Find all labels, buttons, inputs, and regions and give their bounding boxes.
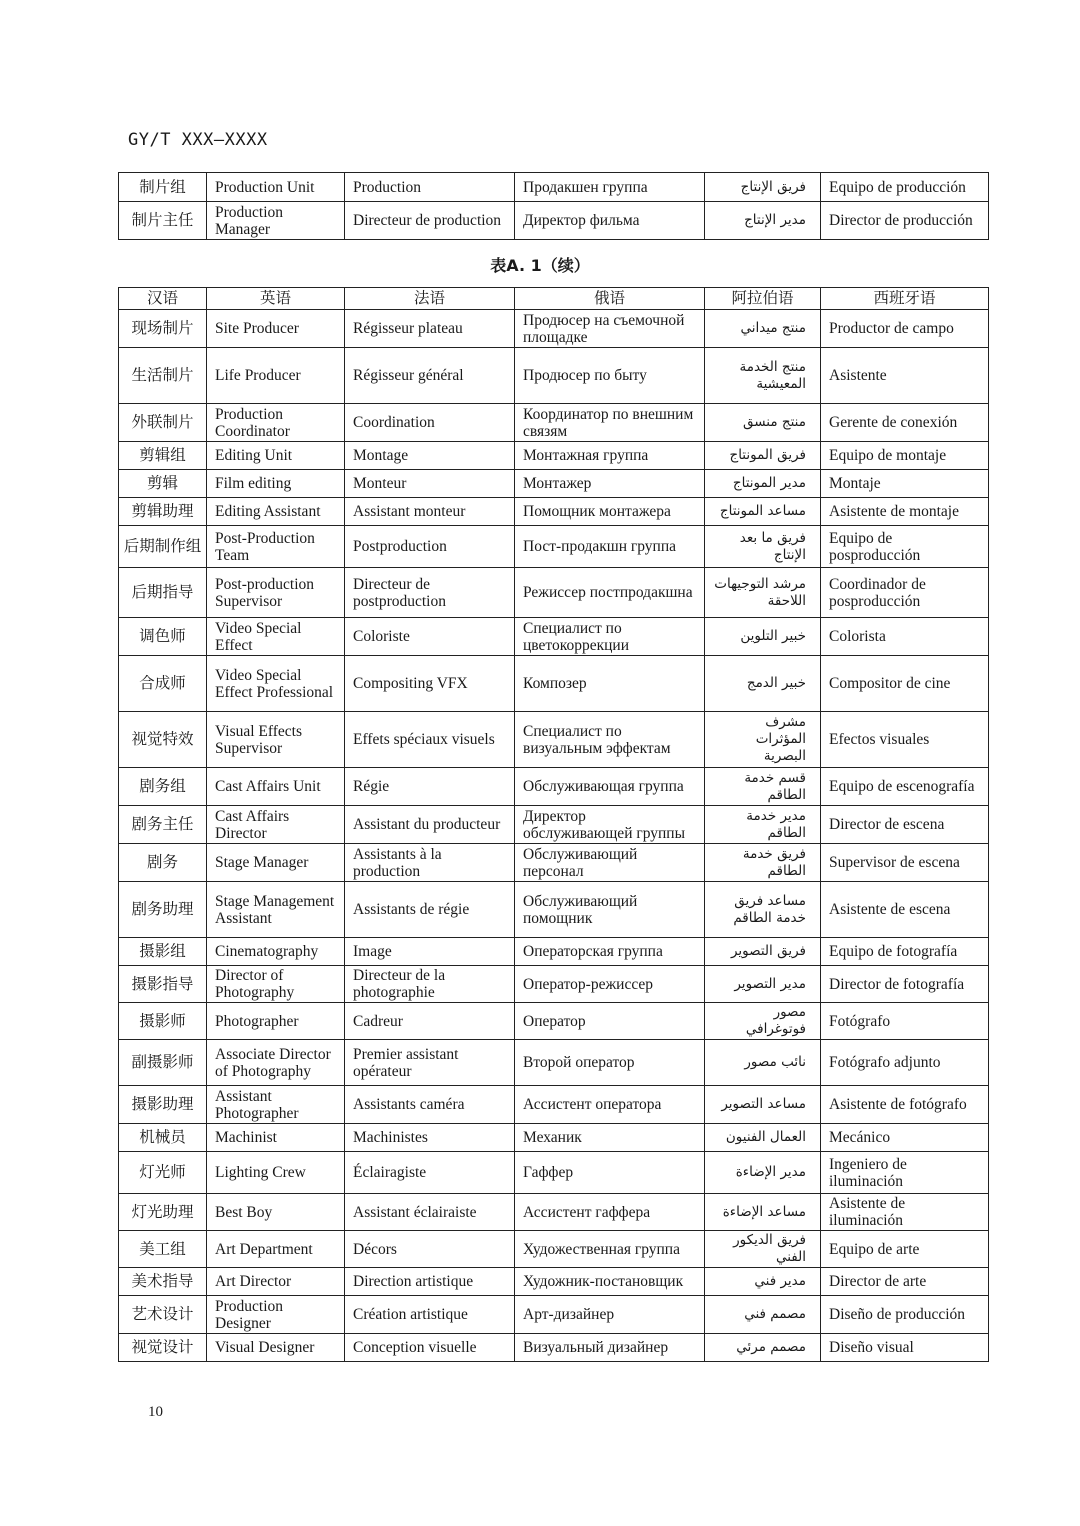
spanish-cell: Coordinador de posproducción [821,568,989,618]
russian-cell: Специалист по визуальным эффектам [515,712,705,768]
chinese-cell: 摄影指导 [119,966,207,1003]
russian-cell: Продакшен группа [515,173,705,202]
chinese-cell: 剧务助理 [119,882,207,938]
chinese-cell: 后期制作组 [119,526,207,568]
english-cell: Video Special Effect [207,618,345,656]
french-cell: Décors [345,1231,515,1268]
spanish-cell: Supervisor de escena [821,844,989,882]
column-header: 英语 [207,288,345,310]
french-cell: Premier assistant opérateur [345,1040,515,1086]
table-header-row [119,288,989,310]
spanish-cell: Equipo de arte [821,1231,989,1268]
french-cell: Assistants à la production [345,844,515,882]
english-cell: Visual Designer [207,1334,345,1362]
english-cell: Associate Director of Photography [207,1040,345,1086]
french-cell: Régie [345,768,515,806]
chinese-cell: 副摄影师 [119,1040,207,1086]
spanish-cell: Equipo de escenografía [821,768,989,806]
english-cell: Editing Unit [207,442,345,470]
english-cell: Production Coordinator [207,404,345,442]
english-cell: Video Special Effect Professional [207,656,345,712]
spanish-cell: Equipo de producción [821,173,989,202]
chinese-cell: 艺术设计 [119,1296,207,1334]
spanish-cell: Diseño de producción [821,1296,989,1334]
russian-cell: Продюсер на съемочной площадке [515,310,705,348]
arabic-cell: فريق الإنتاج [705,173,821,202]
table-row [119,1296,989,1334]
column-header: 俄语 [515,288,705,310]
chinese-cell: 灯光助理 [119,1194,207,1231]
arabic-cell: مدير خدمة الطاقم [705,806,821,844]
english-cell: Cast Affairs Director [207,806,345,844]
russian-cell: Директор обслуживающей группы [515,806,705,844]
french-cell: Postproduction [345,526,515,568]
chinese-cell: 调色师 [119,618,207,656]
french-cell: Assistant du producteur [345,806,515,844]
chinese-cell: 美术指导 [119,1268,207,1296]
spanish-cell: Asistente [821,348,989,404]
french-cell: Compositing VFX [345,656,515,712]
russian-cell: Художник-постановщик [515,1268,705,1296]
arabic-cell: العمال الفنيون [705,1124,821,1152]
table-row [119,966,989,1003]
chinese-cell: 现场制片 [119,310,207,348]
table-row [119,1194,989,1231]
chinese-cell: 视觉特效 [119,712,207,768]
english-cell: Cast Affairs Unit [207,768,345,806]
english-cell: Visual Effects Supervisor [207,712,345,768]
chinese-cell: 剪辑组 [119,442,207,470]
chinese-cell: 剧务主任 [119,806,207,844]
chinese-cell: 剧务 [119,844,207,882]
chinese-cell: 机械员 [119,1124,207,1152]
table-row [119,442,989,470]
english-cell: Best Boy [207,1194,345,1231]
arabic-cell: مدير الإنتاج [705,202,821,240]
table-row [119,1334,989,1362]
russian-cell: Механик [515,1124,705,1152]
chinese-cell: 剧务组 [119,768,207,806]
french-cell: Machinistes [345,1124,515,1152]
chinese-cell: 摄影助理 [119,1086,207,1124]
russian-cell: Режиссер постпродакшна [515,568,705,618]
english-cell: Site Producer [207,310,345,348]
arabic-cell: منتج منسق [705,404,821,442]
arabic-cell: منتج الخدمة المعيشية [705,348,821,404]
spanish-cell: Director de arte [821,1268,989,1296]
russian-cell: Арт-дизайнер [515,1296,705,1334]
arabic-cell: فريق التصوير [705,938,821,966]
arabic-cell: مشرف المؤثرات البصرية [705,712,821,768]
table-row [119,173,989,202]
arabic-cell: مساعد التصوير [705,1086,821,1124]
english-cell: Assistant Photographer [207,1086,345,1124]
chinese-cell: 制片主任 [119,202,207,240]
english-cell: Film editing [207,470,345,498]
english-cell: Post-production Supervisor [207,568,345,618]
chinese-cell: 生活制片 [119,348,207,404]
russian-cell: Специалист по цветокоррекции [515,618,705,656]
table-row [119,1003,989,1040]
french-cell: Régisseur plateau [345,310,515,348]
chinese-cell: 视觉设计 [119,1334,207,1362]
table-row [119,1086,989,1124]
top-term-table [118,172,989,240]
chinese-cell: 制片组 [119,173,207,202]
english-cell: Life Producer [207,348,345,404]
french-cell: Montage [345,442,515,470]
chinese-cell: 摄影组 [119,938,207,966]
english-cell: Production Manager [207,202,345,240]
french-cell: Coordination [345,404,515,442]
french-cell: Monteur [345,470,515,498]
table-row [119,1040,989,1086]
french-cell: Assistant monteur [345,498,515,526]
table-row [119,618,989,656]
table-row [119,348,989,404]
table-row [119,656,989,712]
spanish-cell: Compositor de cine [821,656,989,712]
column-header: 汉语 [119,288,207,310]
arabic-cell: مصمم فني [705,1296,821,1334]
column-header: 法语 [345,288,515,310]
arabic-cell: فريق الديكور الفني [705,1231,821,1268]
arabic-cell: فريق ما بعد الإنتاج [705,526,821,568]
russian-cell: Оператор-режиссер [515,966,705,1003]
spanish-cell: Asistente de montaje [821,498,989,526]
spanish-cell: Efectos visuales [821,712,989,768]
russian-cell: Второй оператор [515,1040,705,1086]
arabic-cell: مرشد التوجيهات اللاحقة [705,568,821,618]
russian-cell: Монтажер [515,470,705,498]
arabic-cell: مصمم مرئي [705,1334,821,1362]
chinese-cell: 摄影师 [119,1003,207,1040]
english-cell: Art Director [207,1268,345,1296]
russian-cell: Ассистент гаффера [515,1194,705,1231]
english-cell: Editing Assistant [207,498,345,526]
french-cell: Production [345,173,515,202]
column-header: 阿拉伯语 [705,288,821,310]
russian-cell: Операторская группа [515,938,705,966]
arabic-cell: مساعد فريق خدمة الطاقم [705,882,821,938]
spanish-cell: Ingeniero de iluminación [821,1152,989,1194]
russian-cell: Координатор по внешним связям [515,404,705,442]
french-cell: Éclairagiste [345,1152,515,1194]
french-cell: Assistants de régie [345,882,515,938]
english-cell: Post-Production Team [207,526,345,568]
arabic-cell: خبير التلوين [705,618,821,656]
table-row [119,310,989,348]
table-row [119,1124,989,1152]
french-cell: Effets spéciaux visuels [345,712,515,768]
spanish-cell: Asistente de escena [821,882,989,938]
spanish-cell: Equipo de fotografía [821,938,989,966]
arabic-cell: منتج ميداني [705,310,821,348]
spanish-cell: Director de producción [821,202,989,240]
spanish-cell: Director de fotografía [821,966,989,1003]
french-cell: Image [345,938,515,966]
chinese-cell: 剪辑助理 [119,498,207,526]
table-caption: 表A. 1（续） [490,256,590,275]
french-cell: Création artistique [345,1296,515,1334]
spanish-cell: Gerente de conexión [821,404,989,442]
arabic-cell: مدير الإضاءة [705,1152,821,1194]
french-cell: Assistant éclairaiste [345,1194,515,1231]
table-row [119,938,989,966]
table-row [119,844,989,882]
spanish-cell: Fotógrafo [821,1003,989,1040]
spanish-cell: Diseño visual [821,1334,989,1362]
spanish-cell: Mecánico [821,1124,989,1152]
russian-cell: Художественная группа [515,1231,705,1268]
french-cell: Régisseur général [345,348,515,404]
english-cell: Lighting Crew [207,1152,345,1194]
table-row [119,568,989,618]
arabic-cell: مدير فني [705,1268,821,1296]
spanish-cell: Equipo de montaje [821,442,989,470]
table-row [119,1231,989,1268]
chinese-cell: 剪辑 [119,470,207,498]
russian-cell: Обслуживающий персонал [515,844,705,882]
spanish-cell: Asistente de iluminación [821,1194,989,1231]
table-row [119,404,989,442]
spanish-cell: Productor de campo [821,310,989,348]
russian-cell: Гаффер [515,1152,705,1194]
russian-cell: Ассистент оператора [515,1086,705,1124]
french-cell: Direction artistique [345,1268,515,1296]
arabic-cell: نائب مصور [705,1040,821,1086]
russian-cell: Композер [515,656,705,712]
chinese-cell: 美工组 [119,1231,207,1268]
russian-cell: Пост-продакшн группа [515,526,705,568]
chinese-cell: 外联制片 [119,404,207,442]
french-cell: Assistants caméra [345,1086,515,1124]
arabic-cell: مساعد الإضاءة [705,1194,821,1231]
english-cell: Cinematography [207,938,345,966]
table-row [119,1152,989,1194]
french-cell: Directeur de postproduction [345,568,515,618]
main-term-table [118,287,989,1362]
russian-cell: Помощник монтажера [515,498,705,526]
document-code: GY/T XXX—XXXX [128,130,268,150]
russian-cell: Оператор [515,1003,705,1040]
arabic-cell: فريق المونتاج [705,442,821,470]
chinese-cell: 灯光师 [119,1152,207,1194]
chinese-cell: 合成师 [119,656,207,712]
table-row [119,1268,989,1296]
english-cell: Production Unit [207,173,345,202]
english-cell: Stage Manager [207,844,345,882]
table-row [119,806,989,844]
english-cell: Photographer [207,1003,345,1040]
french-cell: Directeur de production [345,202,515,240]
english-cell: Stage Management Assistant [207,882,345,938]
table-row [119,882,989,938]
spanish-cell: Montaje [821,470,989,498]
french-cell: Cadreur [345,1003,515,1040]
french-cell: Coloriste [345,618,515,656]
chinese-cell: 后期指导 [119,568,207,618]
arabic-cell: مدير المونتاج [705,470,821,498]
table-row [119,526,989,568]
english-cell: Director of Photography [207,966,345,1003]
table-row [119,498,989,526]
english-cell: Machinist [207,1124,345,1152]
russian-cell: Монтажная группа [515,442,705,470]
arabic-cell: مدير التصوير [705,966,821,1003]
russian-cell: Продюсер по быту [515,348,705,404]
russian-cell: Визуальный дизайнер [515,1334,705,1362]
table-row [119,202,989,240]
arabic-cell: فريق خدمة الطاقم [705,844,821,882]
arabic-cell: مساعد المونتاج [705,498,821,526]
french-cell: Directeur de la photographie [345,966,515,1003]
russian-cell: Обслуживающая группа [515,768,705,806]
arabic-cell: قسم خدمة الطاقم [705,768,821,806]
spanish-cell: Director de escena [821,806,989,844]
french-cell: Conception visuelle [345,1334,515,1362]
spanish-cell: Fotógrafo adjunto [821,1040,989,1086]
russian-cell: Обслуживающий помощник [515,882,705,938]
page-number: 10 [148,1404,163,1420]
table-row [119,712,989,768]
column-header: 西班牙语 [821,288,989,310]
english-cell: Production Designer [207,1296,345,1334]
arabic-cell: مصور فوتوغرافي [705,1003,821,1040]
arabic-cell: خبير الدمج [705,656,821,712]
russian-cell: Директор фильма [515,202,705,240]
spanish-cell: Equipo de posproducción [821,526,989,568]
table-row [119,470,989,498]
spanish-cell: Asistente de fotógrafo [821,1086,989,1124]
table-row [119,768,989,806]
spanish-cell: Colorista [821,618,989,656]
english-cell: Art Department [207,1231,345,1268]
